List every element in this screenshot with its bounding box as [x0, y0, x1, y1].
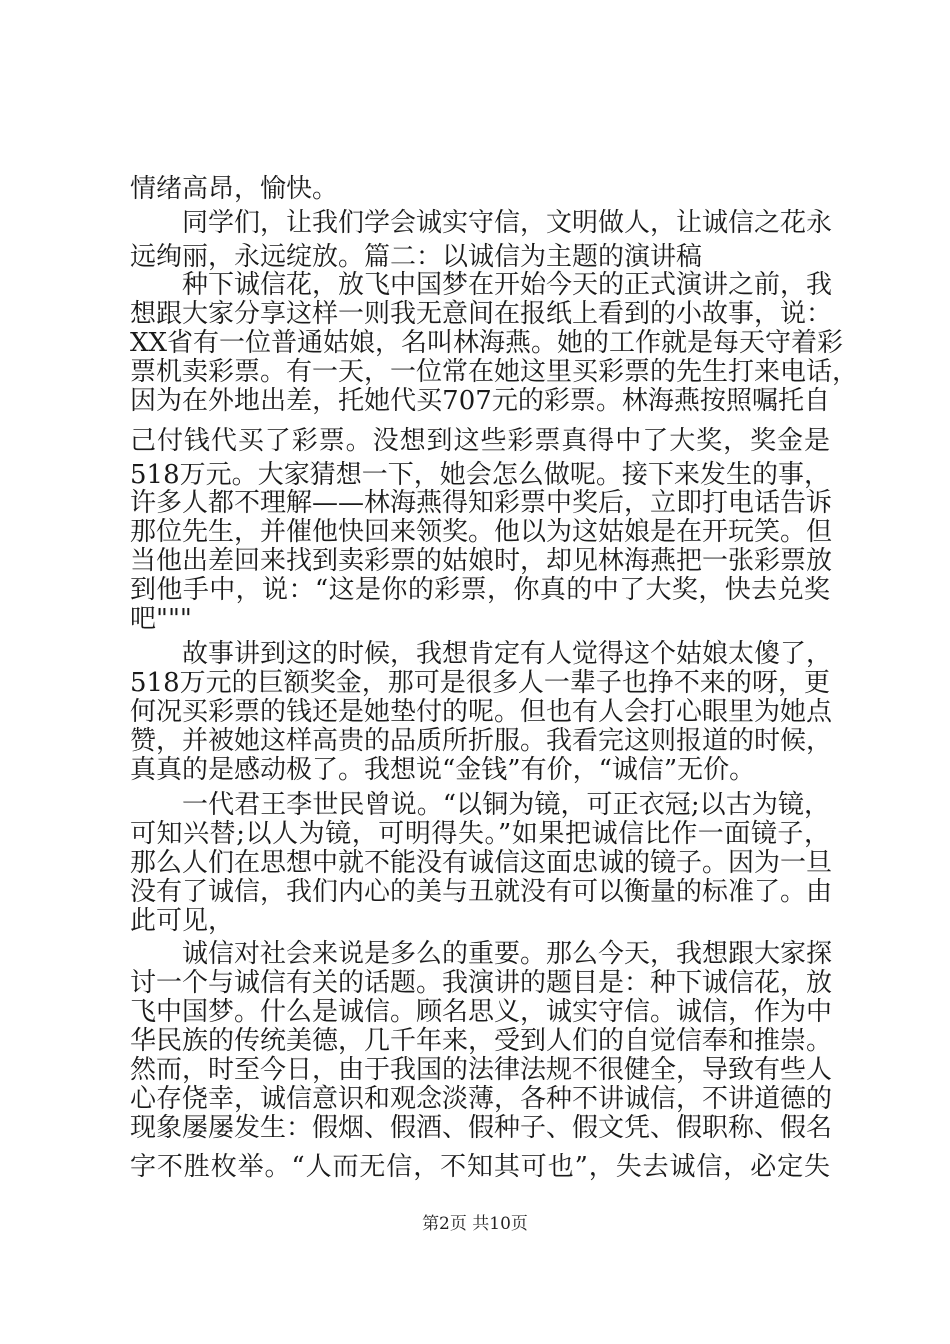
text-line: 情绪高昂，愉快。: [130, 174, 339, 204]
text-line: 种下诚信花，放飞中国梦在开始今天的正式演讲之前，我: [182, 270, 833, 300]
text-line: 那位先生，并催他快回来领奖。他以为这姑娘是在开玩笑。但: [130, 517, 833, 547]
text-line: 吧""": [130, 604, 192, 634]
text-line: 讨一个与诚信有关的话题。我演讲的题目是：种下诚信花，放: [130, 968, 833, 998]
text-line: 赞，并被她这样高贵的品质所折服。我看完这则报道的时候，: [130, 726, 833, 756]
text-line: 飞中国梦。什么是诚信。顾名思义，诚实守信。诚信，作为中: [130, 997, 833, 1027]
text-line: 518万元。大家猜想一下，她会怎么做呢。接下来发生的事，: [130, 460, 830, 490]
text-line: 可知兴替;以人为镜，可明得失。”如果把诚信比作一面镜子，: [130, 819, 830, 849]
text-line: 诚信对社会来说是多么的重要。那么今天，我想跟大家探: [182, 939, 833, 969]
text-line: 现象屡屡发生：假烟、假酒、假种子、假文凭、假职称、假名: [130, 1113, 833, 1143]
text-line: 当他出差回来找到卖彩票的姑娘时，却见林海燕把一张彩票放: [130, 546, 833, 576]
text-line: 故事讲到这的时候，我想肯定有人觉得这个姑娘太傻了，: [182, 639, 833, 669]
text-line: 票机卖彩票。有一天，一位常在她这里买彩票的先生打来电话，: [130, 357, 859, 387]
text-line: 远绚丽，永远绽放。篇二：以诚信为主题的演讲稿: [130, 242, 703, 272]
text-line: 字不胜枚举。“人而无信，不知其可也”，失去诚信，必定失: [130, 1152, 830, 1182]
text-line: 何况买彩票的钱还是她垫付的呢。但也有人会打心眼里为她点: [130, 697, 833, 727]
text-line: 想跟大家分享这样一则我无意间在报纸上看到的小故事，说：: [130, 299, 833, 329]
text-line: 真真的是感动极了。我想说“金钱”有价，“诚信”无价。: [130, 755, 756, 785]
text-line: 心存侥幸，诚信意识和观念淡薄，各种不讲诚信，不讲道德的: [130, 1084, 833, 1114]
text-line: 然而，时至今日，由于我国的法律法规不很健全，导致有些人: [130, 1055, 833, 1085]
text-line: 到他手中，说：“这是你的彩票，你真的中了大奖，快去兑奖: [130, 575, 830, 605]
text-line: 许多人都不理解——林海燕得知彩票中奖后，立即打电话告诉: [130, 488, 833, 518]
text-line: 518万元的巨额奖金，那可是很多人一辈子也挣不来的呀，更: [130, 668, 830, 698]
text-line: 此可见，: [130, 906, 235, 936]
text-line: 华民族的传统美德，几千年来，受到人们的自觉信奉和推崇。: [130, 1026, 833, 1056]
text-line: 那么人们在思想中就不能没有诚信这面忠诚的镜子。因为一旦: [130, 848, 833, 878]
text-line: 同学们，让我们学会诚实守信，文明做人，让诚信之花永: [182, 208, 833, 238]
page-footer: 第2页 共10页: [422, 1214, 528, 1234]
text-line: 没有了诚信，我们内心的美与丑就没有可以衡量的标准了。由: [130, 877, 833, 907]
text-line: XX省有一位普通姑娘，名叫林海燕。她的工作就是每天守着彩: [130, 328, 844, 358]
text-line: 因为在外地出差，托她代买707元的彩票。林海燕按照嘱托自: [130, 386, 830, 416]
text-line: 一代君王李世民曾说。“以铜为镜，可正衣冠;以古为镜，: [182, 790, 830, 820]
text-line: 己付钱代买了彩票。没想到这些彩票真得中了大奖，奖金是: [130, 426, 830, 456]
